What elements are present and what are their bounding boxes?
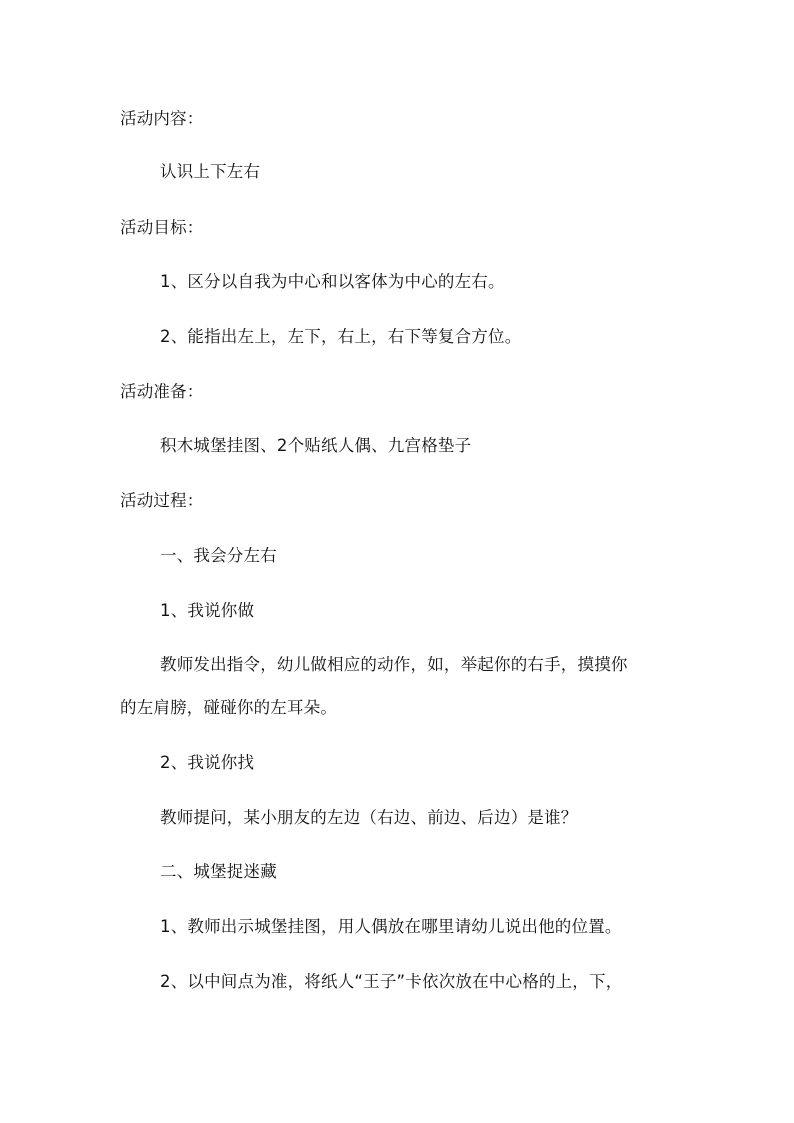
content-heading: 活动内容： (120, 109, 204, 128)
step-2-1: 1、教师出示城堡挂图，用人偶放在哪里请幼儿说出他的位置。 (160, 917, 622, 936)
step-1-1-title: 1、我说你做 (160, 601, 255, 620)
step-1-2-text: 教师提问，某小朋友的左边（右边、前边、后边）是谁？ (160, 808, 578, 827)
part-2-title: 二、城堡捉迷藏 (160, 862, 277, 881)
step-2-2: 2、以中间点为准，将纸人“王子”卡依次放在中心格的上，下， (160, 972, 623, 991)
part-1-title: 一、我会分左右 (160, 546, 277, 565)
goal-2: 2、能指出左上，左下，右上，右下等复合方位。 (160, 327, 522, 346)
goals-heading: 活动目标： (120, 218, 204, 237)
goal-1: 1、区分以自我为中心和以客体为中心的左右。 (160, 272, 505, 291)
step-1-1-text-b: 的左肩膀，碰碰你的左耳朵。 (120, 698, 338, 717)
process-heading: 活动过程： (120, 491, 204, 510)
step-1-2-title: 2、我说你找 (160, 753, 255, 772)
step-1-1-text-a: 教师发出指令，幼儿做相应的动作，如，举起你的右手，摸摸你 (160, 655, 628, 674)
prep-heading: 活动准备： (120, 382, 204, 401)
content-text: 认识上下左右 (160, 162, 261, 181)
prep-text: 积木城堡挂图、2个贴纸人偶、九宫格垫子 (160, 436, 472, 455)
